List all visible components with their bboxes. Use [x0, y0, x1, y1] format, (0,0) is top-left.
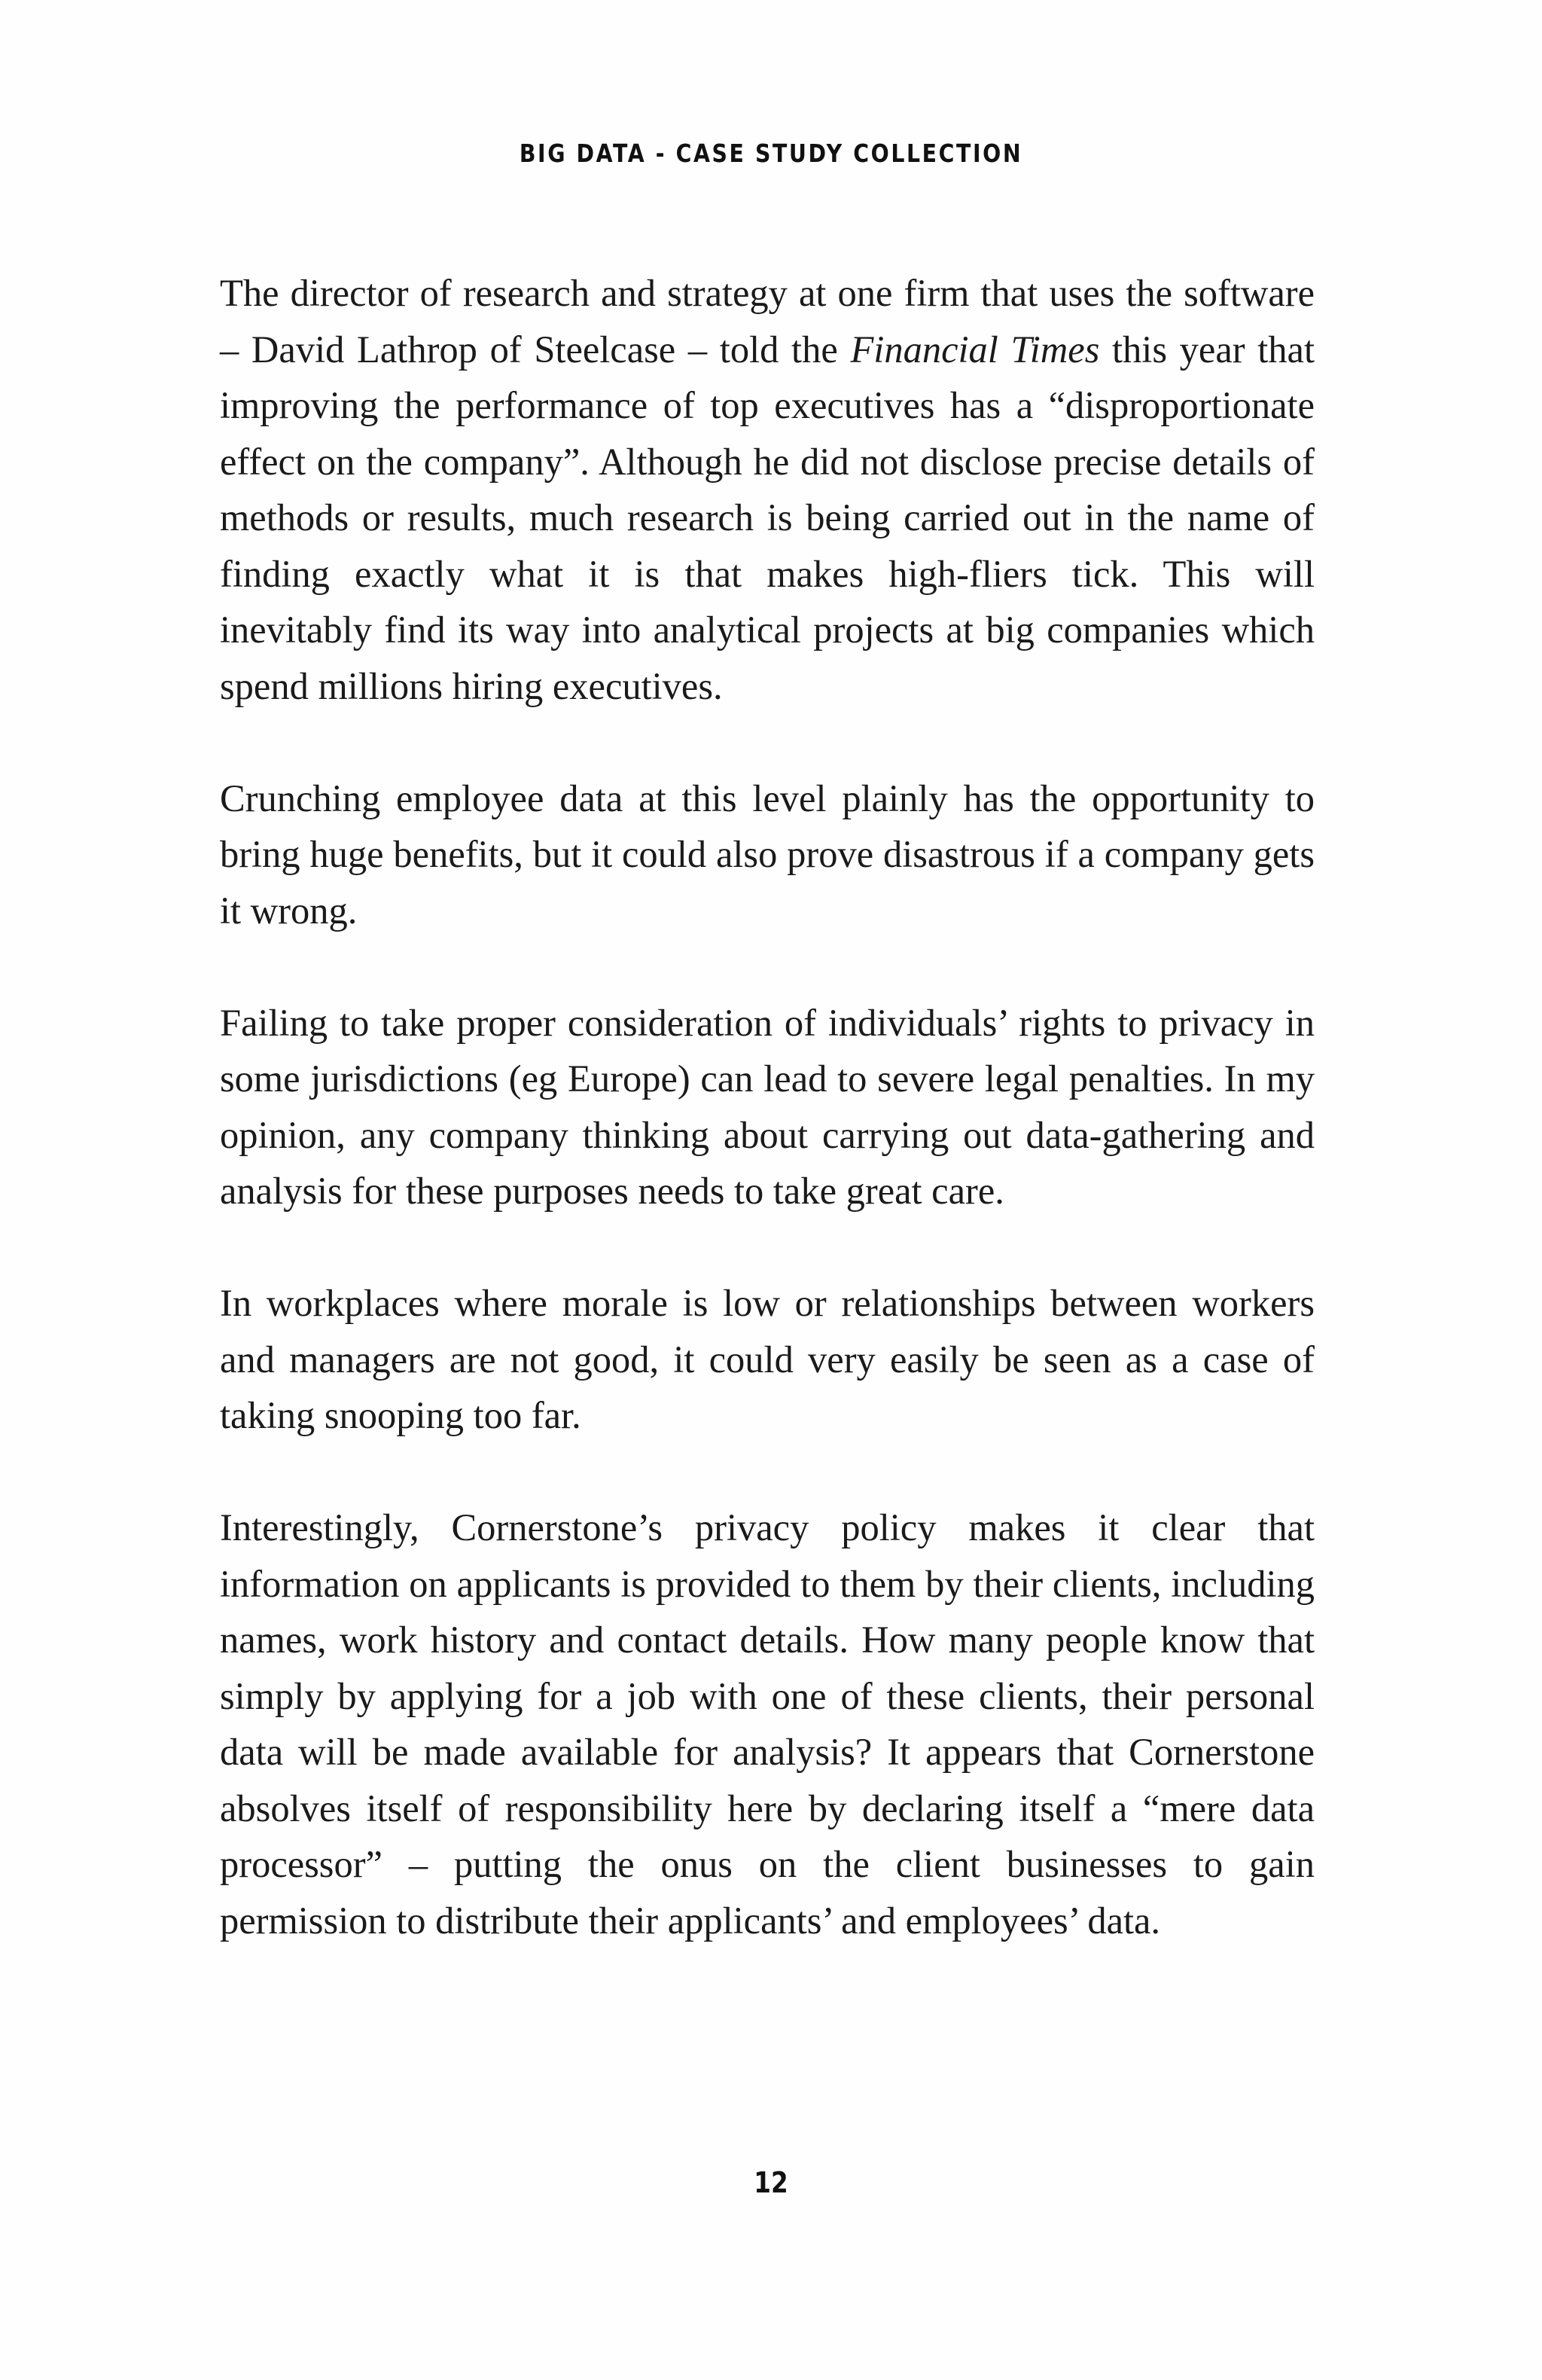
paragraph-1-text-start: The director of research and strategy at one firm that uses the software – David Lathrop of Steelcase – told the: [220, 272, 1315, 371]
paragraph-2: Crunching employee data at this level plainly has the opportunity to bring huge benefits, but it could also prove disastrous if a company gets it wrong.: [220, 777, 1315, 932]
publication-title: Financial Times: [850, 328, 1100, 371]
running-header: BIG DATA - CASE STUDY COLLECTION: [519, 139, 1023, 168]
paragraph-1: [220, 265, 1315, 714]
page-number: 12: [754, 2166, 788, 2199]
paragraph-5: Interestingly, Cornerstone’s privacy policy makes it clear that information on applicants is provided to them by their clients, including names, work history and contact details. How many people know that simply by applying for a job with one of these clients, their personal data will be made available for analysis? It appears that Cornerstone absolves itself of responsibility here by declaring itself a “mere data processor” – putting the onus on the client businesses to gain permission to distribute their applicants’ and employees’ data.: [220, 1506, 1315, 1942]
body-text: [220, 265, 1315, 1948]
paragraph-3: Failing to take proper consideration of individuals’ rights to privacy in some jurisdictions (eg Europe) can lead to severe legal penalties. In my opinion, any company thinking about carrying out data-gathering and analysis for these purposes needs to take great care.: [220, 1001, 1315, 1212]
paragraph-4: In workplaces where morale is low or relationships between workers and managers are not good, it could very easily be seen as a case of taking snooping too far.: [220, 1282, 1315, 1436]
paragraph-1-text-end: this year that improving the performance of top executives has a “disproportionate effect on the company”. Although he did not disclose precise details of methods or results, much research is being carried out in the name of finding exactly what it is that makes high-fliers tick. This will inevitably find its way into analytical projects at big companies which spend millions hiring executives.: [220, 328, 1315, 707]
